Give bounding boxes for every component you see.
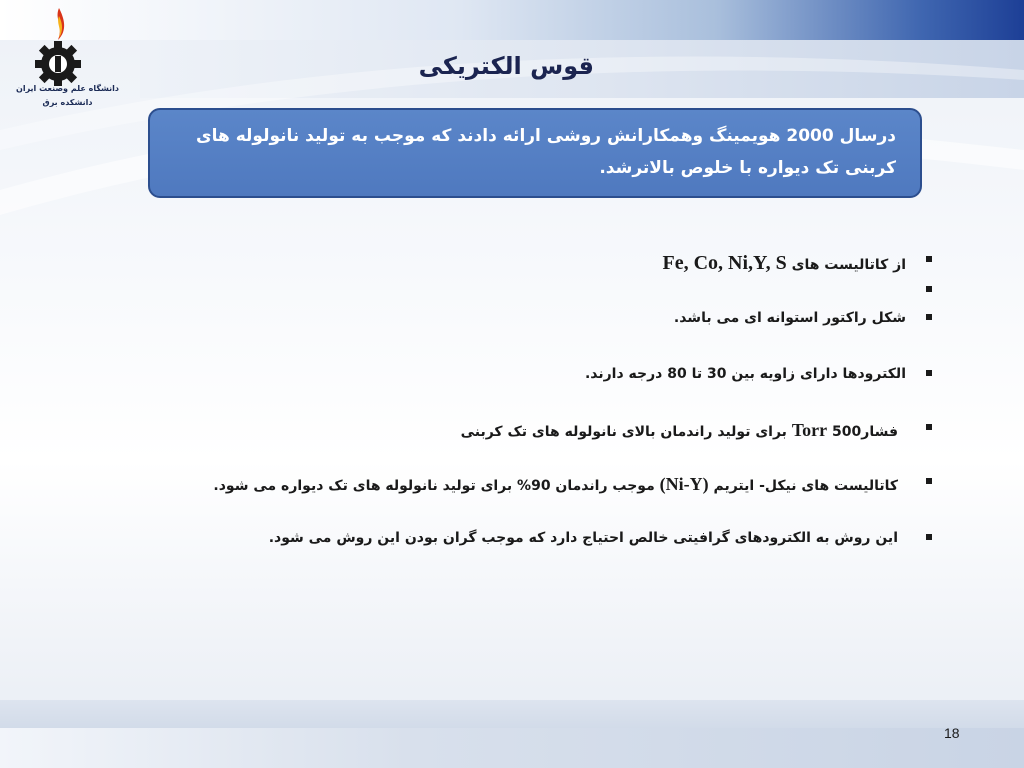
bullet-text: فشار500	[832, 424, 898, 440]
university-logo	[28, 6, 88, 86]
bullet-text: کاتالیست های نیکل- ایتریم	[713, 478, 898, 494]
callout-box	[148, 108, 922, 198]
bullet-marker	[926, 314, 932, 320]
bullet-item	[178, 474, 898, 495]
bullet-marker	[926, 534, 932, 540]
bullet-text: این روش به الکترودهای گرافیتی خالص احتیاج دارد که موجب گران بودن این روش می شود.	[268, 530, 898, 546]
bullet-marker	[926, 478, 932, 484]
bullet-marker	[926, 286, 932, 292]
page-number: 18	[944, 725, 960, 741]
bullet-marker	[926, 424, 932, 430]
callout-line1: درسال 2000 هویمینگ وهمکارانش روشی ارائه دادند که موجب به تولید نانولوله های	[196, 126, 896, 146]
bullet-item	[178, 530, 898, 546]
bullet-latin-text: Torr	[791, 420, 828, 440]
bullet-text: از کاتالیست های	[791, 257, 906, 273]
bullet-latin-text: Fe, Co, Ni,Y, S	[662, 252, 787, 274]
footer-stripe	[0, 728, 1024, 768]
bullet-latin-text: (Ni-Y)	[659, 474, 709, 494]
bullet-item	[186, 366, 906, 382]
bullet-text: شکل راکتور استوانه ای می باشد.	[673, 310, 906, 326]
bullet-marker	[926, 256, 932, 262]
bullet-item	[186, 252, 906, 275]
callout-line2: کربنی تک دیواره با خلوص بالاترشد.	[599, 158, 896, 178]
bullet-marker	[926, 370, 932, 376]
university-line1: دانشگاه علم وصنعت ایران	[16, 84, 119, 93]
slide-title: قوس الکتریکی	[418, 52, 594, 80]
bullet-item	[178, 420, 898, 441]
university-name	[0, 82, 135, 110]
bullet-text-post: موجب راندمان 90% برای تولید نانولوله های تک دیواره می شود.	[213, 478, 655, 494]
bullet-item	[186, 310, 906, 326]
university-line2: دانشکده برق	[42, 98, 93, 107]
bullet-text-post: برای تولید راندمان بالای نانولوله های تک کربنی	[460, 424, 787, 440]
bullet-text: الکترودها دارای زاویه بین 30 تا 80 درجه دارند.	[584, 366, 906, 382]
